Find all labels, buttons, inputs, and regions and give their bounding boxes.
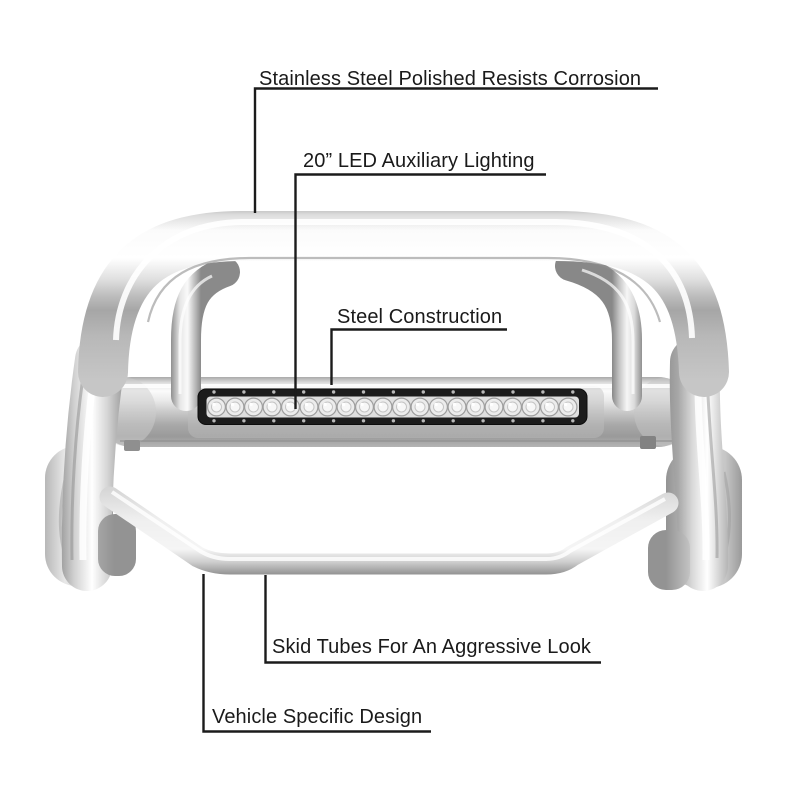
leader-led bbox=[296, 175, 547, 410]
skid-bracket-right bbox=[648, 530, 690, 590]
callout-label-stainless: Stainless Steel Polished Resists Corrosion bbox=[259, 68, 642, 90]
callout-label-vehicle: Vehicle Specific Design bbox=[212, 706, 423, 728]
led-light-bar bbox=[198, 389, 587, 425]
left-tab bbox=[124, 440, 140, 451]
skid-tube bbox=[110, 492, 668, 564]
right-tab bbox=[640, 436, 656, 449]
leader-steel bbox=[332, 330, 508, 386]
callout-label-steel: Steel Construction bbox=[337, 306, 503, 328]
inner-hoop bbox=[180, 266, 633, 396]
callout-label-led: 20” LED Auxiliary Lighting bbox=[303, 150, 535, 172]
callout-label-skid: Skid Tubes For An Aggressive Look bbox=[272, 636, 592, 658]
